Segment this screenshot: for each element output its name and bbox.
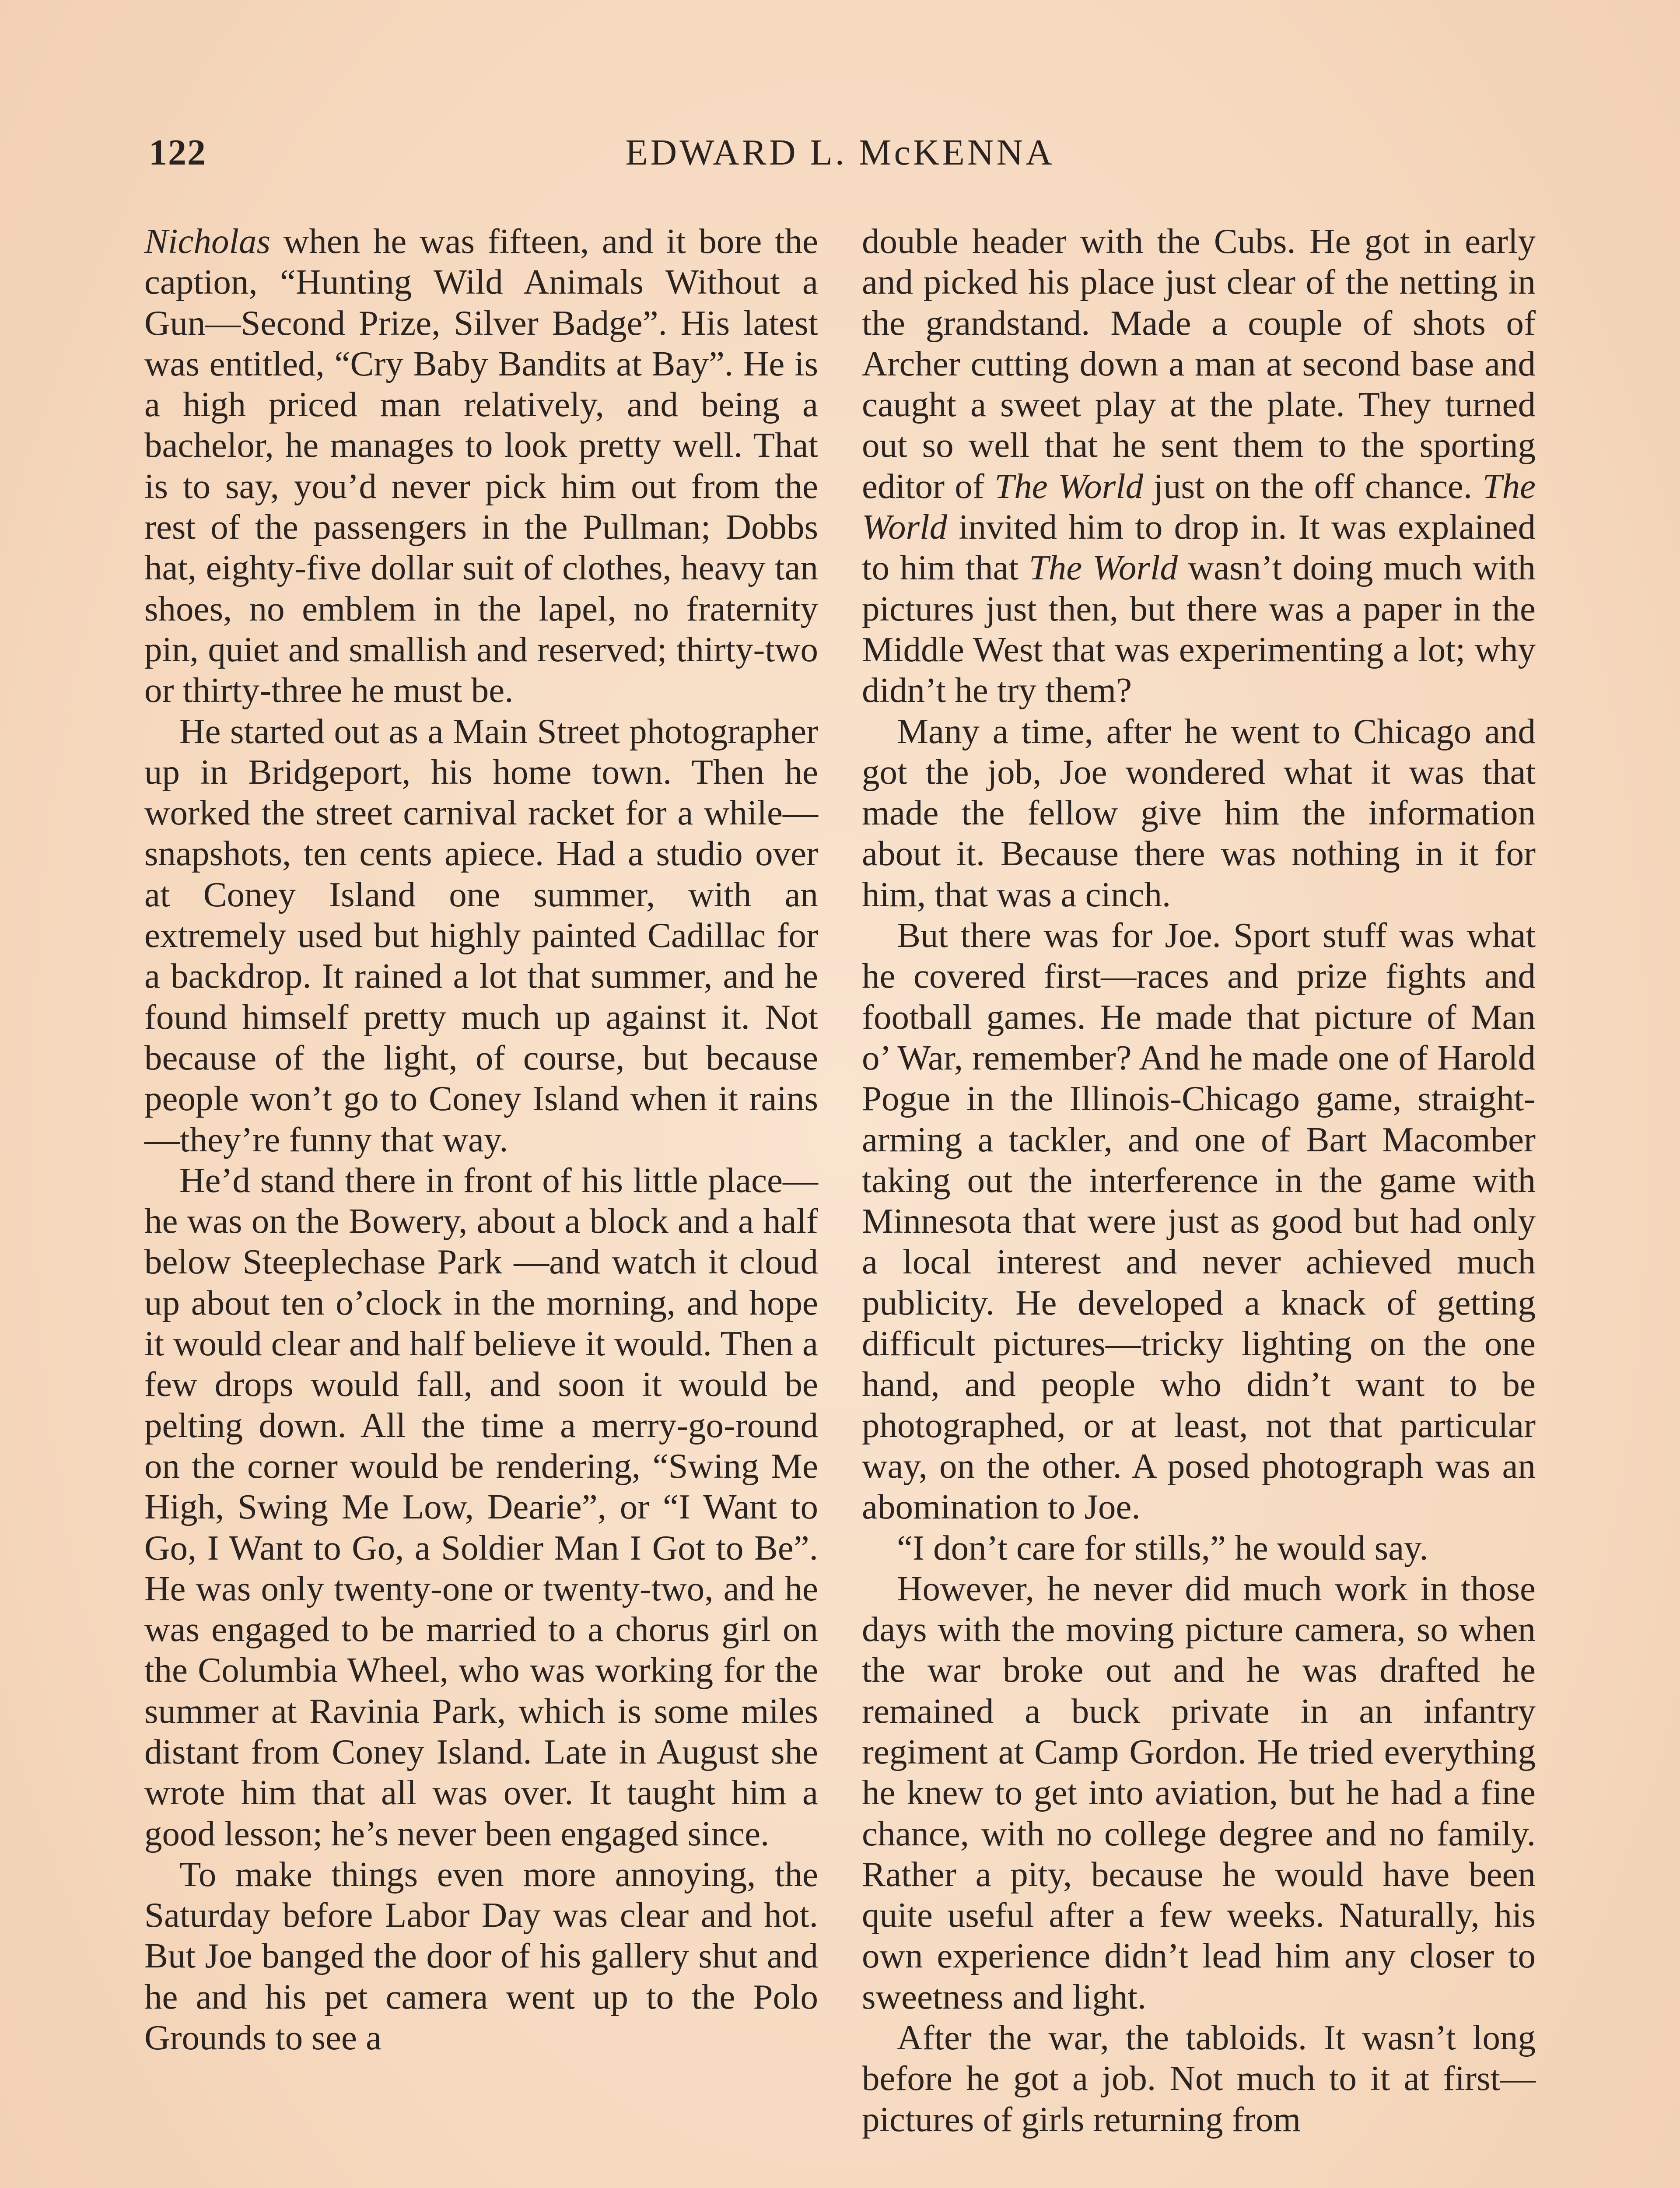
paragraph: “I don’t care for stills,” he would say. <box>897 1528 1428 1567</box>
paragraph: However, he never did much work in those days with the moving picture camera, so when the war broke out and he was drafted he remained a buck private in an infantry regiment at Camp Gordon. He tried everything he knew to get into aviation, but he had a fine chance, with no college degree and no family. Rather a pity, because he would have been quite useful after a few weeks. Naturally, his own experience didn’t lead him any closer to sweetness and light. <box>862 1568 1536 2016</box>
paragraph-text: just on the off chance. <box>1143 466 1483 506</box>
paragraph: He started out as a Main Street photographer up in Bridgeport, his home town. Then he worked the street carnival racket for a while—snapshots, ten cents apiece. Had a studio over at Coney Island one summer, with an extremely used but highly painted Cadillac for a backdrop. It rained a lot that summer, and he found himself pretty much up against it. Not because of the light, of course, but because people won’t go to Coney Island when it rains—they’re funny that way. <box>144 711 818 1159</box>
paragraph-text: wasn’t doing much with pictures just then, but there was a paper in the Middle West that was experimenting a lot; why didn’t he try them? <box>862 548 1536 710</box>
paragraph-text: invited him to drop in. It was explained to him that <box>862 507 1536 588</box>
right-column <box>862 221 1536 2140</box>
paragraph: He’d stand there in front of his little place—he was on the Bowery, about a block and a half below Steeplechase Park —and watch it cloud up about ten o’clock in the morning, and hope it would clear and half believe it would. Then a few drops would fall, and soon it would be pelting down. All the time a merry-go-round on the corner would be rendering, “Swing Me High, Swing Me Low, Dearie”, or “I Want to Go, I Want to Go, a Soldier Man I Got to Be”. He was only twenty-one or twenty-two, and he was engaged to be married to a chorus girl on the Columbia Wheel, who was working for the summer at Ravinia Park, which is some miles distant from Coney Island. Late in August she wrote him that all was over. It taught him a good lesson; he’s never been engaged since. <box>144 1160 818 1853</box>
paragraph: But there was for Joe. Sport stuff was what he covered first—races and prize fights and football games. He made that picture of Man o’ War, remember? And he made one of Harold Pogue in the Illinois-Chicago game, straight-arming a tackler, and one of Bart Macomber taking out the interference in the game with Minnesota that were just as good but had only a local interest and never achieved much publicity. He developed a knack of getting difficult pictures—tricky lighting on the one hand, and people who didn’t want to be photographed, or at least, not that particular way, on the other. A posed photograph was an abomination to Joe. <box>862 915 1536 1527</box>
italic-title: The World <box>1029 548 1178 588</box>
paragraph: Many a time, after he went to Chicago and got the job, Joe wondered what it was that made the fellow give him the information about it. Because there was nothing in it for him, that was a cinch. <box>862 711 1536 914</box>
paragraph <box>862 221 1536 711</box>
paragraph: To make things even more annoying, the Saturday before Labor Day was clear and hot. But Joe banged the door of his gallery shut and he and his pet camera went up to the Polo Grounds to see a <box>144 1854 818 2058</box>
page-header <box>144 131 1536 184</box>
paragraph <box>144 221 818 711</box>
page-number: 122 <box>149 132 206 173</box>
paragraph: After the war, the tabloids. It wasn’t long before he got a job. Not much to it at first—pictures of girls returning from <box>862 2018 1536 2139</box>
italic-title: Nicholas <box>144 221 271 261</box>
italic-title: The World <box>862 466 1536 547</box>
running-head: EDWARD L. McKENNA <box>625 132 1055 173</box>
paragraph-text: double header with the Cubs. He got in early and picked his place just clear of the netting in the grandstand. Made a couple of shots of Archer cutting down a man at second base and caught a sweet play at the plate. They turned out so well that he sent them to the sporting editor of <box>862 221 1536 506</box>
italic-title: The World <box>994 466 1144 506</box>
left-column <box>144 221 818 2058</box>
paragraph-text: when he was fifteen, and it bore the caption, “Hunting Wild Animals Without a Gun—Second Prize, Silver Badge”. His latest was entitled, “Cry Baby Bandits at Bay”. He is a high priced man relatively, and being a bachelor, he manages to look pretty well. That is to say, you’d never pick him out from the rest of the passengers in the Pullman; Dobbs hat, eighty-five dollar suit of clothes, heavy tan shoes, no emblem in the lapel, no fraternity pin, quiet and smallish and reserved; thirty-two or thirty-three he must be. <box>144 221 818 710</box>
